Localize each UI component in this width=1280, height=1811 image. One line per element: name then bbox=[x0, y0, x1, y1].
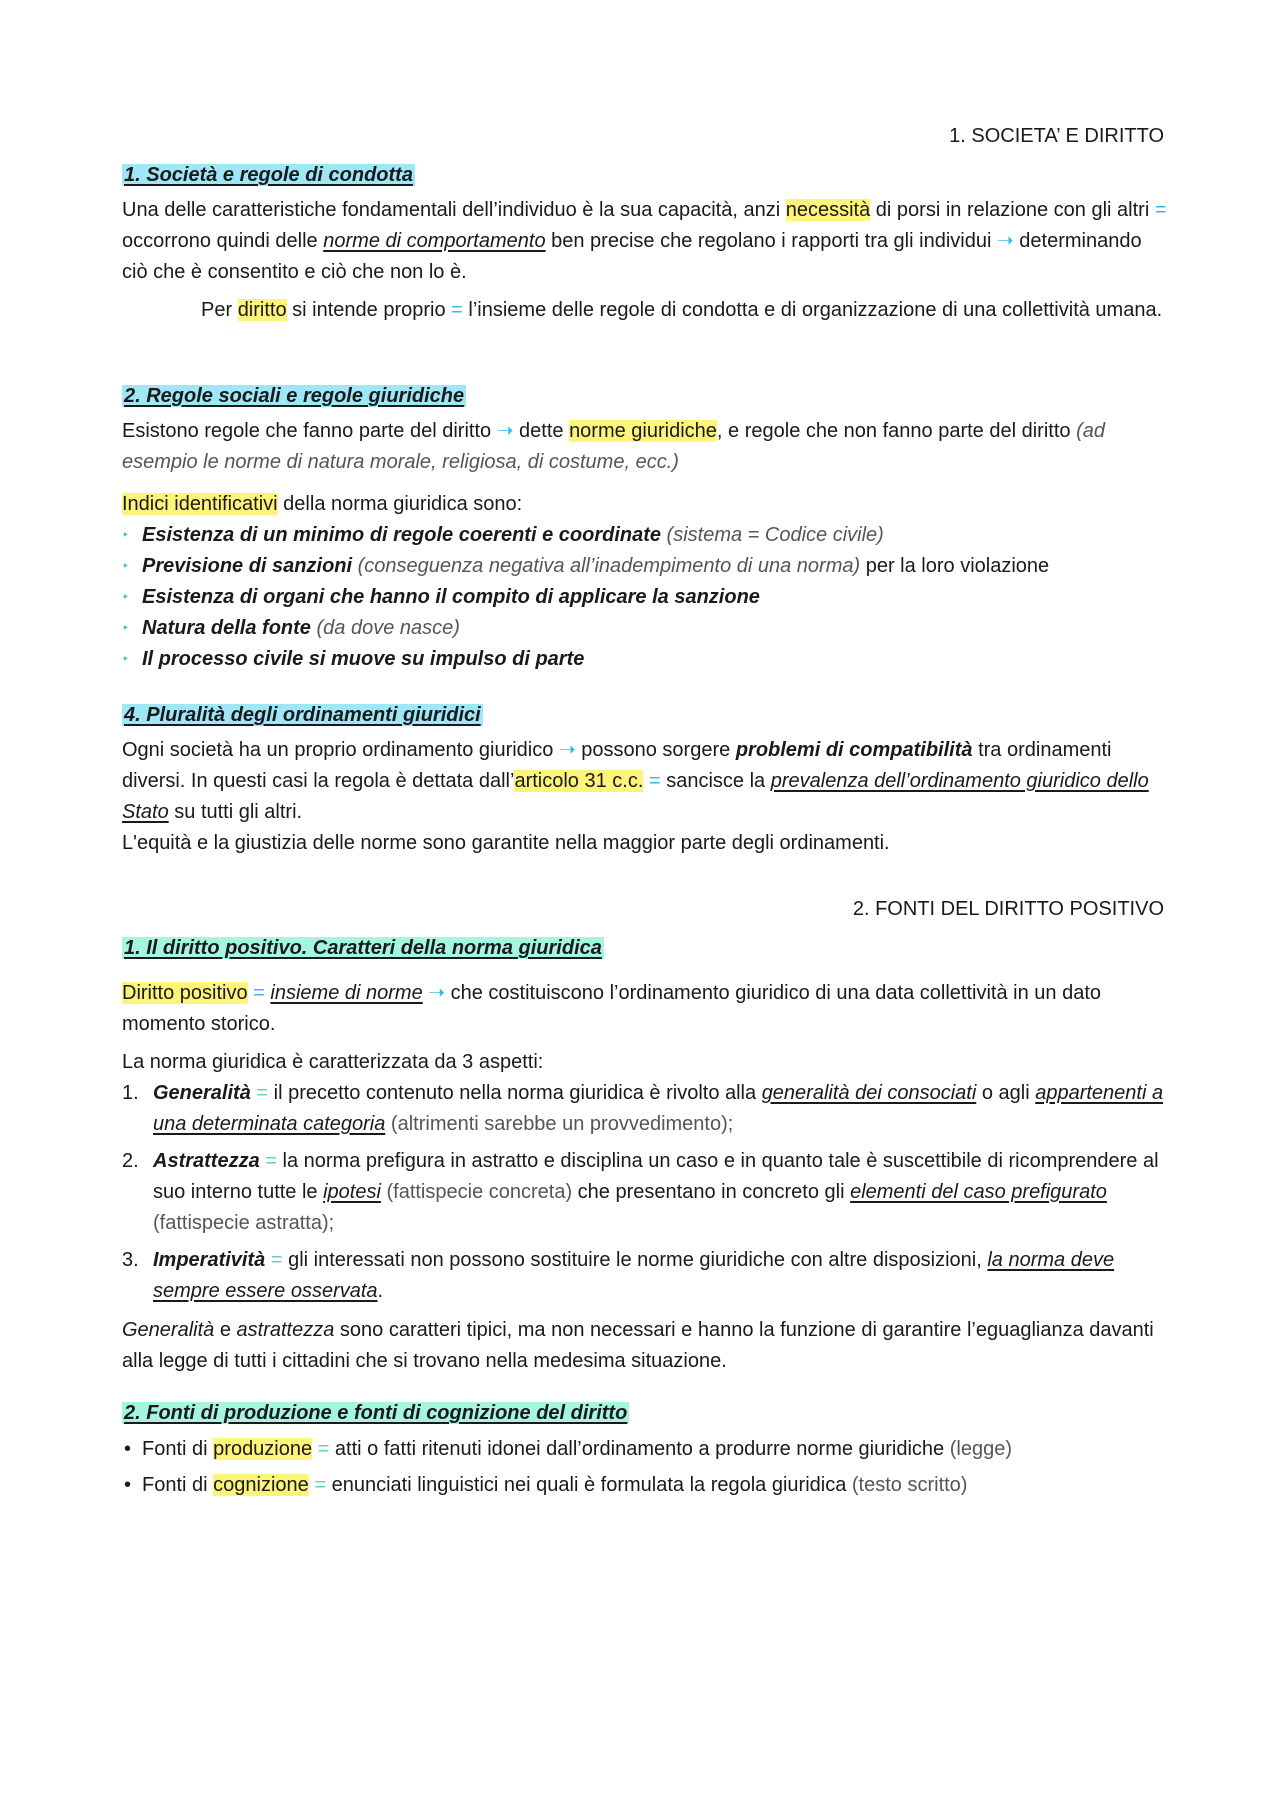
section-heading: 2. Fonti di produzione e fonti di cognizione del diritto bbox=[124, 1402, 628, 1424]
arrow-icon: ➝ bbox=[996, 230, 1014, 252]
bullet-icon: ‣ bbox=[122, 559, 130, 573]
bullet-icon: • bbox=[124, 1438, 132, 1460]
list-item: • Fonti di produzione = atti o fatti ritenuti idonei dall’ordinamento a produrre norme giuridiche (legge) bbox=[122, 1434, 1172, 1465]
section-heading: 2. Regole sociali e regole giuridiche bbox=[124, 385, 465, 407]
paragraph: L'equità e la giustizia delle norme sono garantite nella maggior parte degli ordinamenti. bbox=[122, 832, 890, 854]
bullet-icon: ‣ bbox=[122, 590, 130, 604]
bullet-icon: ‣ bbox=[122, 652, 130, 666]
section-body bbox=[122, 735, 1172, 859]
section-body bbox=[122, 978, 1172, 1377]
section-body bbox=[122, 195, 1172, 326]
list-item: ‣ Esistenza di un minimo di regole coerenti e coordinate (sistema = Codice civile) bbox=[122, 520, 1172, 551]
arrow-icon: ➝ bbox=[428, 982, 446, 1004]
paragraph: La norma giuridica è caratterizzata da 3 aspetti: bbox=[122, 1051, 544, 1073]
list-item: • Fonti di cognizione = enunciati linguistici nei quali è formulata la regola giuridica (testo scritto) bbox=[122, 1470, 1172, 1501]
section-heading: 1. Il diritto positivo. Caratteri della norma giuridica bbox=[124, 937, 602, 959]
list-item: ‣ Previsione di sanzioni (conseguenza negativa all’inadempimento di una norma) per la loro violazione bbox=[122, 551, 1172, 582]
definition-paragraph: Per diritto si intende proprio = l’insieme delle regole di condotta e di organizzazione di una collettività umana. bbox=[201, 299, 1163, 321]
bullet-icon: • bbox=[124, 1474, 132, 1496]
paragraph: Ogni società ha un proprio ordinamento giuridico ➝ possono sorgere problemi di compatibilità tra ordinamenti diversi. In questi casi la regola è dettata dall’articolo 31 c.c. = sancisce la prevalenza dell’ordinamento giuridico dello Stato su tutti gli altri. bbox=[122, 739, 1149, 823]
list-item: ‣ Natura della fonte (da dove nasce) bbox=[122, 613, 1172, 644]
paragraph: Una delle caratteristiche fondamentali dell’individuo è la sua capacità, anzi necessità di porsi in relazione con gli altri = occorrono quindi delle norme di comportamento ben precise che regolano i rapporti tra gli individui ➝ determinando ciò che è consentito e ciò che non lo è. bbox=[122, 199, 1167, 283]
bullet-icon: ‣ bbox=[122, 621, 130, 635]
paragraph: Esistono regole che fanno parte del diritto ➝ dette norme giuridiche, e regole che non fanno parte del diritto (ad esempio le norme di natura morale, religiosa, di costume, ecc.) bbox=[122, 420, 1105, 473]
chapter-title: 2. FONTI DEL DIRITTO POSITIVO bbox=[852, 898, 1164, 920]
bullet-icon: ‣ bbox=[122, 528, 130, 542]
section-body bbox=[122, 416, 1172, 675]
paragraph: Diritto positivo = insieme di norme ➝ che costituiscono l’ordinamento giuridico di una data collettività in un dato momento storico. bbox=[122, 982, 1101, 1035]
paragraph: Indici identificativi della norma giuridica sono: bbox=[122, 493, 523, 515]
section-heading: 1. Società e regole di condotta bbox=[124, 164, 413, 186]
list-item: ‣ Il processo civile si muove su impulso di parte bbox=[122, 644, 1172, 675]
section-heading: 4. Pluralità degli ordinamenti giuridici bbox=[124, 704, 481, 726]
section-body bbox=[122, 1434, 1172, 1501]
list-item: ‣ Esistenza di organi che hanno il compito di applicare la sanzione bbox=[122, 582, 1172, 613]
list-item: 1. Generalità = il precetto contenuto nella norma giuridica è rivolto alla generalità dei consociati o agli appartenenti a una determinata categoria (altrimenti sarebbe un provvedimento); bbox=[122, 1082, 1164, 1135]
list-item: 3. Imperatività = gli interessati non possono sostituire le norme giuridiche con altre disposizioni, la norma deve sempre essere osservata. bbox=[122, 1249, 1115, 1302]
arrow-icon: ➝ bbox=[496, 420, 514, 442]
arrow-icon: ➝ bbox=[558, 739, 576, 761]
chapter-title: 1. SOCIETA’ E DIRITTO bbox=[949, 125, 1164, 147]
list-item: 2. Astrattezza = la norma prefigura in astratto e disciplina un caso e in quanto tale è suscettibile di ricomprendere al suo interno tutte le ipotesi (fattispecie concreta) che presentano in concreto gli elementi del caso prefigurato (fattispecie astratta); bbox=[122, 1150, 1159, 1234]
paragraph: Generalità e astrattezza sono caratteri tipici, ma non necessari e hanno la funzione di garantire l’eguaglianza davanti alla legge di tutti i cittadini che si trovano nella medesima situazione. bbox=[122, 1319, 1154, 1372]
